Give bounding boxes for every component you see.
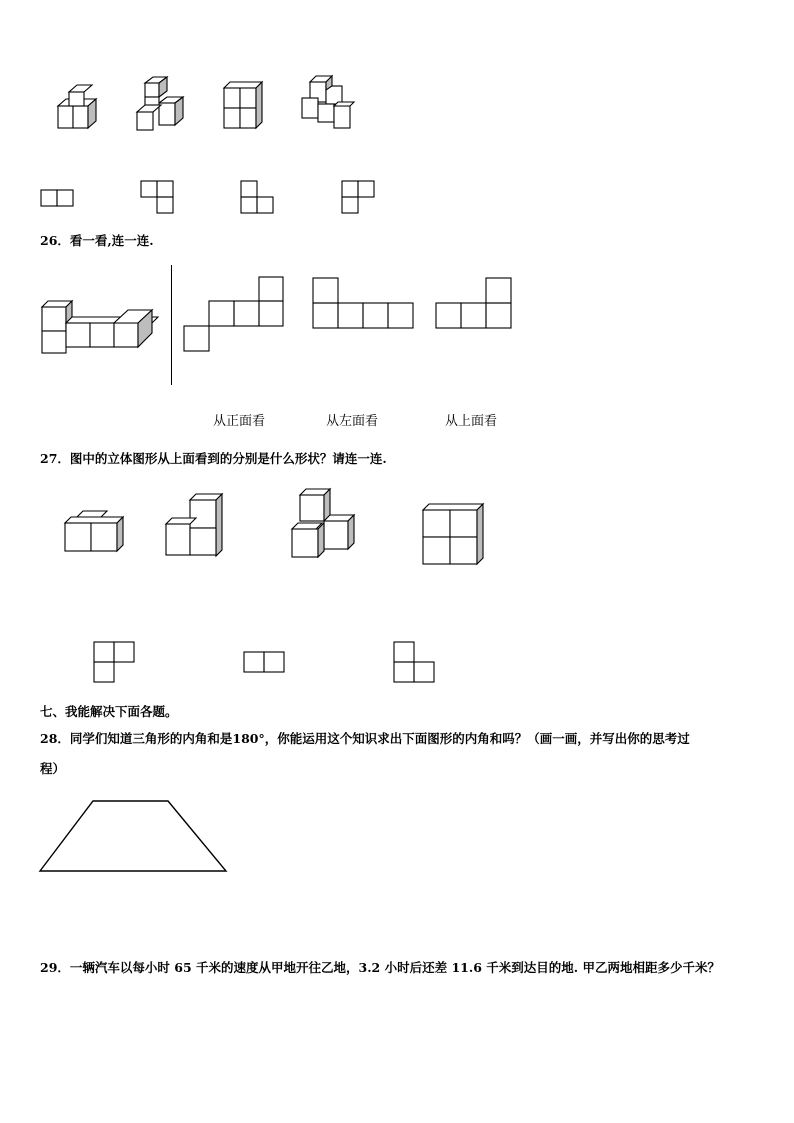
q27-label: 27．图中的立体图形从上面看到的分别是什么形状？请连一连. — [40, 451, 387, 466]
q26-view-front — [183, 276, 285, 356]
q26-divider — [171, 265, 172, 385]
section7-heading: 七、我能解决下面各题。 — [40, 704, 178, 719]
q25-view-2 — [140, 180, 180, 220]
q28-trapezoid — [38, 798, 230, 876]
q26-label: 26．看一看,连一连. — [40, 233, 154, 248]
q25-view-1 — [40, 189, 80, 209]
q28-text-line2: 程） — [40, 761, 66, 776]
q26-view-top — [435, 276, 515, 332]
q27-view-3 — [393, 641, 437, 685]
q26-view-label-top: 从上面看 — [445, 414, 498, 429]
q27-solid-2 — [164, 494, 228, 556]
q27-solid-3 — [290, 489, 362, 561]
q25-solid-1 — [55, 92, 105, 132]
q26-solid — [40, 300, 160, 356]
q26-view-left — [311, 276, 415, 332]
q25-view-4 — [341, 180, 381, 220]
q27-solid-1 — [63, 505, 127, 555]
q26-view-label-left: 从左面看 — [326, 414, 379, 429]
q27-view-1 — [93, 641, 137, 685]
q25-view-3 — [240, 180, 280, 220]
q26-view-label-front: 从正面看 — [213, 414, 266, 429]
q25-solid-3 — [222, 84, 272, 134]
q27-solid-4 — [421, 502, 485, 566]
q29-text: 29．一辆汽车以每小时 65 千米的速度从甲地开往乙地，3.2 小时后还差 11.6 千米到达目的地. 甲乙两地相距多少千米？ — [40, 960, 720, 975]
q25-solid-4 — [300, 78, 360, 134]
q28-text-line1: 28．同学们知道三角形的内角和是180°，你能运用这个知识求出下面图形的内角和吗？（画一画，并写出你的思考过 — [40, 731, 690, 746]
q27-view-2 — [243, 651, 287, 675]
q25-solid-2 — [135, 84, 195, 134]
